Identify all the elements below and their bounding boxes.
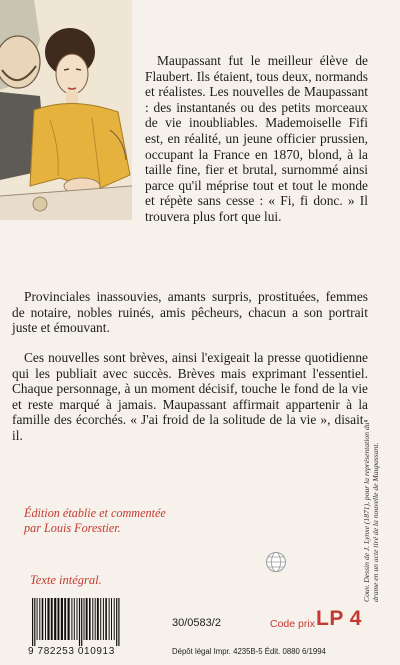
barcode-bar <box>39 598 40 640</box>
cover-credit <box>362 402 390 602</box>
edition-line-2: par Louis Forestier. <box>24 521 121 535</box>
barcode-bar <box>47 598 49 640</box>
summary-paragraph-2: Provinciales inassouvies, amants surpris, prostituées, femmes de notaire, nobles ruinés, amis pêcheurs, chacun a son portrait juste et émouvant. <box>12 289 368 336</box>
barcode-bar <box>97 598 99 640</box>
full-text-label: Texte intégral. <box>30 573 102 587</box>
price-code-label: Code prix <box>270 618 315 630</box>
barcode-bar <box>79 598 80 646</box>
barcode-bar <box>58 598 60 640</box>
barcode-bar <box>45 598 46 640</box>
barcode-bar <box>89 598 91 640</box>
barcode-digits: 9 782253 010913 <box>28 646 115 657</box>
barcode-bar <box>105 598 107 640</box>
barcode-bar <box>84 598 85 640</box>
barcode-bar <box>64 598 66 640</box>
barcode-bar <box>111 598 112 640</box>
barcode-bar <box>100 598 101 640</box>
barcode-bar <box>34 598 35 646</box>
barcode-bars <box>28 598 164 646</box>
barcode-bar <box>51 598 53 640</box>
price-code-value: LP 4 <box>316 607 362 630</box>
summary-paragraph-3: Ces nouvelles sont brèves, ainsi l'exigeait la presse quotidienne qui les publiait avec succès. Brèves mais exprimant l'essentiel. Chaque personnage, à un moment décisif, touche le fond de la vie et reste marqué à jamais. Maupassant affirmait appartenir à la famille des écorchés. « J'ai froid de la solitude de la vie », disait-il. <box>12 350 368 443</box>
text-wrap-spacer <box>12 53 145 219</box>
barcode-bar <box>61 598 63 640</box>
globe-icon <box>265 551 287 573</box>
summary-text-1: Maupassant fut le meilleur élève de Flaubert. Ils étaient, tous deux, normands et réalistes. Les nouvelles de Maupassant : des instantanés ou des petits morceaux de vie inoubliables. Mademoiselle Fifi est, en réalité, un jeune officier prussien, occupant la France en 1870, blond, à la taille fine, fier et brutal, surnommé ainsi parce qu'il méprise tout et tout le monde et répète sans cesse : « Fi, fi donc. » Il trouvera plus fort que lui. <box>145 53 368 224</box>
barcode-bar <box>54 598 56 640</box>
barcode-bar <box>92 598 93 640</box>
barcode-bar <box>116 598 117 646</box>
barcode-bar <box>109 598 110 640</box>
barcode-bar <box>37 598 38 640</box>
summary-paragraph-1 <box>12 53 368 225</box>
barcode-bar <box>77 598 78 640</box>
barcode-bar <box>86 598 88 640</box>
edition-credit <box>24 506 166 536</box>
barcode-bar <box>74 598 75 640</box>
barcode-bar <box>71 598 72 640</box>
barcode-bar <box>32 598 33 646</box>
reference-number: 30/0583/2 <box>172 617 221 629</box>
cover-credit-text: Couv. Dessin de J. Lynxe (1871), pour la représentation du drame en un acte tiré de la nouvelle de Maupassant. <box>362 422 380 602</box>
legal-deposit: Dépôt légal Impr. 4235B-5 Édit. 0880 6/1994 <box>172 647 326 656</box>
barcode-bar <box>114 598 115 640</box>
barcode-bar <box>81 598 82 646</box>
edition-line-1: Édition établie et commentée <box>24 506 166 520</box>
barcode-bar <box>95 598 96 640</box>
barcode-bar <box>103 598 104 640</box>
barcode-bar <box>118 598 119 646</box>
barcode-bar <box>68 598 70 640</box>
barcode-bar <box>42 598 44 640</box>
